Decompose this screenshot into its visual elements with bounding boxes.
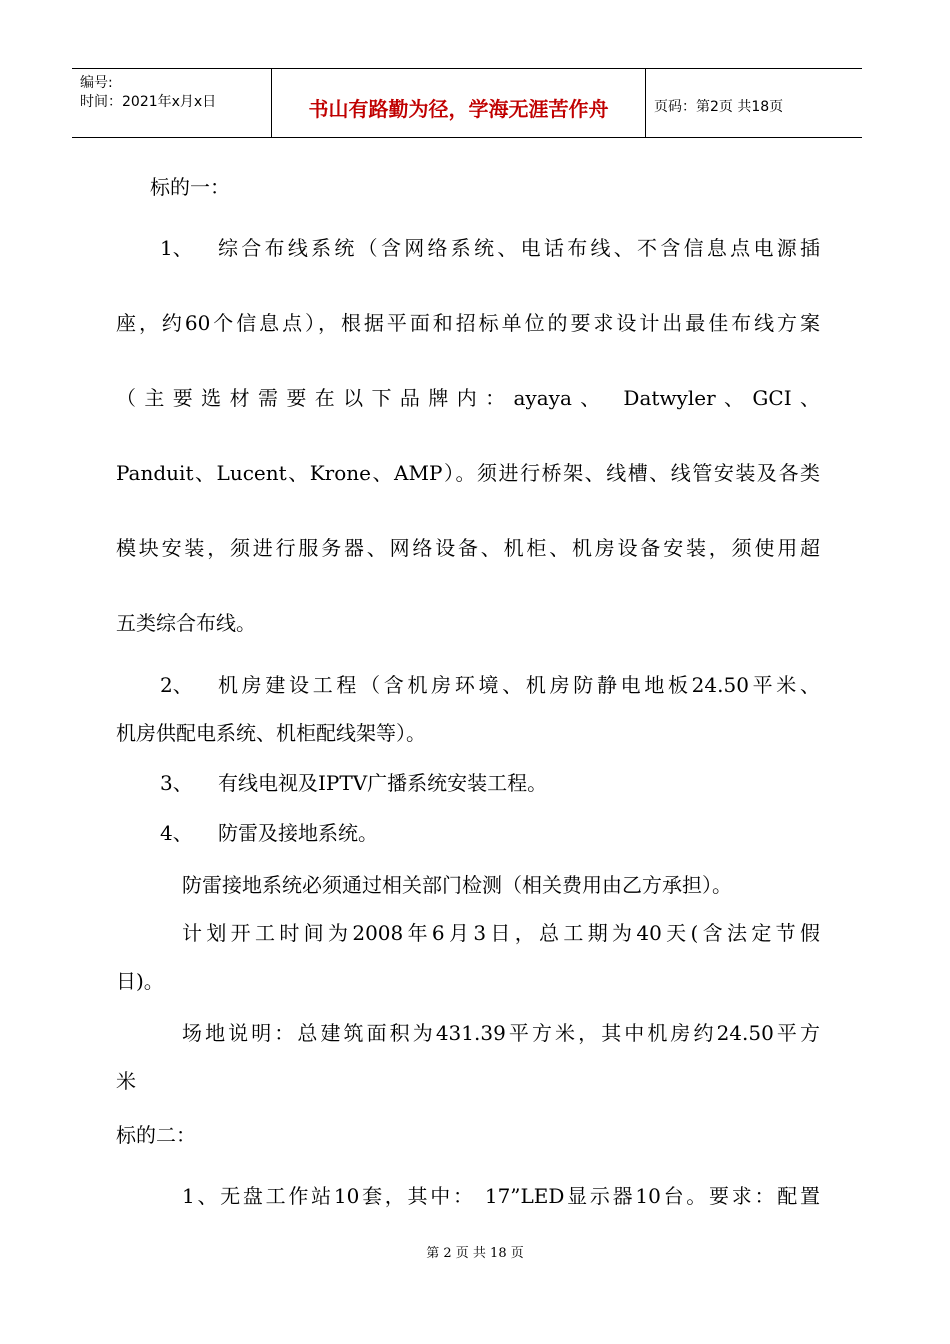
item-number-3: 3、 <box>160 771 193 795</box>
page-header <box>72 68 862 138</box>
header-motto: 书山有路勤为径，学海无涯苦作舟 <box>308 97 609 121</box>
item-number-1: 1、 <box>160 236 193 260</box>
paragraph-line: 1、无盘工作站10套，其中： 17”LED显示器10台。要求：配置 <box>182 1184 820 1208</box>
paragraph-line: （主要选材需要在以下品牌内：ayaya、 Datwyler、GCI、 <box>116 386 820 410</box>
document-time-label: 时间：2021年x月x日 <box>80 94 217 110</box>
document-number-label: 编号: <box>80 75 113 91</box>
paragraph-line: 五类综合布线。 <box>116 611 256 635</box>
page-footer: 第 2 页 共 18 页 <box>426 1246 524 1261</box>
item-number-4: 4、 <box>160 821 193 845</box>
paragraph-line: 计划开工时间为2008年6月3日，总工期为40天(含法定节假 <box>182 921 820 945</box>
paragraph-line: 米 <box>116 1069 136 1093</box>
section-heading-2: 标的二： <box>116 1123 196 1147</box>
item-text-1: 综合布线系统（含网络系统、电话布线、不含信息点电源插 <box>218 236 820 260</box>
item-text-3: 有线电视及IPTV广播系统安装工程。 <box>218 771 548 795</box>
header-page-info: 页码：第2页 共18页 <box>654 99 784 115</box>
paragraph-line: 座，约60个信息点），根据平面和招标单位的要求设计出最佳布线方案 <box>116 311 820 335</box>
paragraph-line: 防雷接地系统必须通过相关部门检测（相关费用由乙方承担）。 <box>182 873 732 897</box>
section-heading-1: 标的一： <box>150 175 230 199</box>
header-motto-cell <box>272 69 646 137</box>
item-number-2: 2、 <box>160 673 193 697</box>
item-text-4: 防雷及接地系统。 <box>218 821 378 845</box>
header-page-cell <box>646 69 862 137</box>
paragraph-line: 模块安装，须进行服务器、网络设备、机柜、机房设备安装，须使用超 <box>116 536 820 560</box>
header-info-cell <box>72 69 272 137</box>
paragraph-line: 机房供配电系统、机柜配线架等）。 <box>116 721 426 745</box>
paragraph-line: 场地说明：总建筑面积为431.39平方米，其中机房约24.50平方 <box>182 1021 820 1045</box>
paragraph-line: Panduit、Lucent、Krone、AMP）。须进行桥架、线槽、线管安装及各类 <box>116 461 820 485</box>
paragraph-line: 日)。 <box>116 969 164 993</box>
item-text-2: 机房建设工程（含机房环境、机房防静电地板24.50平米、 <box>218 673 820 697</box>
